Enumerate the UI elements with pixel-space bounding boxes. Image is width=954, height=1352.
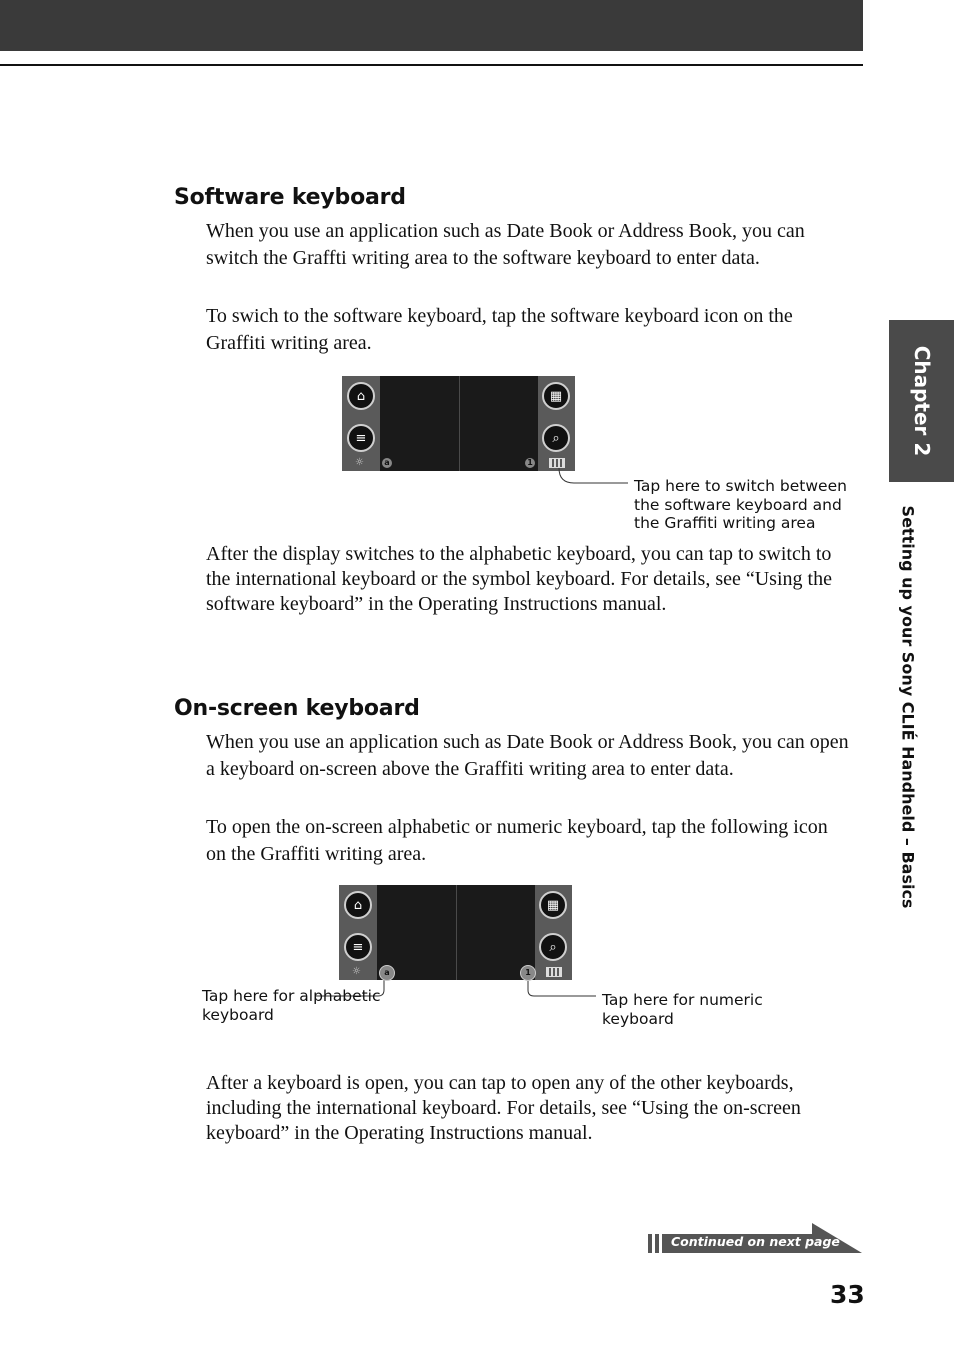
- onscreen-keyboard-heading: On-screen keyboard: [174, 696, 420, 721]
- onscreen-keyboard-para-2: To open the on-screen alphabetic or numeric keyboard, tap the following icon on the Graffiti writing area.: [206, 816, 828, 865]
- software-keyboard-heading: Software keyboard: [174, 185, 406, 210]
- find-icon[interactable]: ⌕: [542, 424, 570, 452]
- alpha-callout-text: Tap here for alphabetic keyboard: [202, 987, 381, 1024]
- calculator-icon[interactable]: ▦: [539, 891, 567, 919]
- callout-line-switch: [559, 468, 628, 483]
- numeric-badge-icon[interactable]: 1: [525, 458, 535, 468]
- menu-icon[interactable]: ≡: [347, 424, 375, 452]
- brightness-icon[interactable]: ☼: [352, 966, 361, 977]
- chapter-label: Chapter 2: [910, 345, 934, 457]
- home-icon[interactable]: ⌂: [344, 891, 372, 919]
- software-keyboard-para-1: When you use an application such as Date Book or Address Book, you can switch the Graffti writing area to the software keyboard to enter data.: [206, 220, 805, 269]
- graffiti-area-figure-2: [339, 885, 572, 980]
- continued-text: Continued on next page: [671, 1234, 840, 1249]
- switch-callout-text: Tap here to switch between the software keyboard and the Graffiti writing area: [634, 477, 847, 532]
- onscreen-keyboard-para-1: When you use an application such as Date Book or Address Book, you can open a keyboard on-screen above the Graffiti writing area to enter data.: [206, 731, 849, 780]
- calculator-icon[interactable]: ▦: [542, 382, 570, 410]
- keyboard-icon[interactable]: [546, 967, 562, 977]
- callout-line-numeric: [528, 978, 596, 996]
- alphabetic-badge-icon[interactable]: a: [379, 965, 395, 981]
- home-icon[interactable]: ⌂: [347, 382, 375, 410]
- software-keyboard-para-2: To swich to the software keyboard, tap the software keyboard icon on the Graffiti writing area.: [206, 305, 793, 354]
- chapter-title: Setting up your Sony CLIÉ Handheld – Basics: [898, 505, 918, 909]
- alphabetic-badge-icon[interactable]: a: [382, 458, 392, 468]
- numeric-callout-text: Tap here for numeric keyboard: [602, 991, 763, 1028]
- numeric-badge-icon[interactable]: 1: [520, 965, 536, 981]
- brightness-icon[interactable]: ☼: [355, 457, 364, 468]
- find-icon[interactable]: ⌕: [539, 933, 567, 961]
- page-number: 33: [830, 1280, 865, 1309]
- menu-icon[interactable]: ≡: [344, 933, 372, 961]
- graffiti-divider: [456, 885, 457, 980]
- onscreen-keyboard-para-3: After a keyboard is open, you can tap to open any of the other keyboards, including the international keyboard. For details, see “Using the on-screen keyboard” in the Operating Instructions manual.: [206, 1072, 801, 1144]
- software-keyboard-para-3: After the display switches to the alphabetic keyboard, you can tap to switch to the international keyboard or the symbol keyboard. For details, see “Using the software keyboard” in the Operating Instructions manual.: [206, 543, 832, 615]
